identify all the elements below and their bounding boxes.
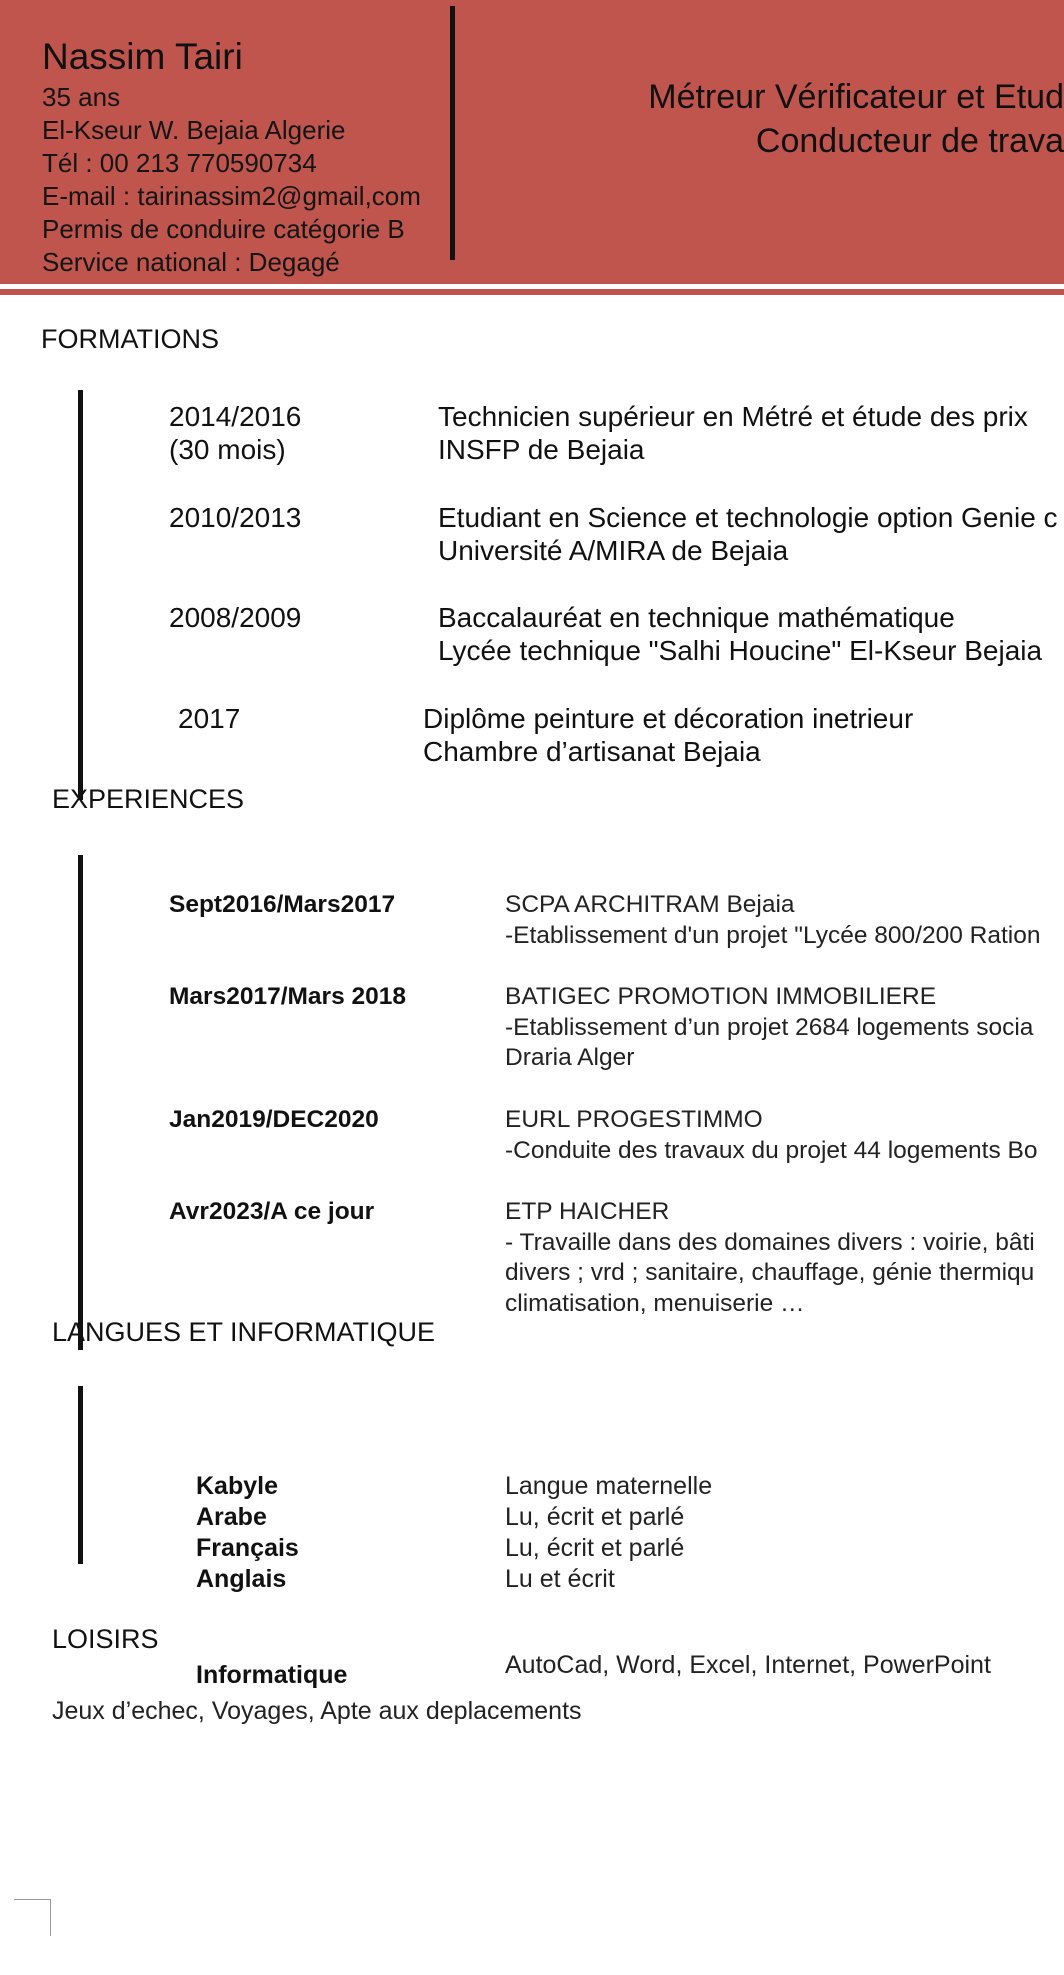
language-name: Anglais (196, 1565, 287, 1593)
experience-date: Avr2023/A ce jour (169, 1198, 375, 1225)
experiences-title: EXPERIENCES (52, 784, 245, 814)
page-corner-mark (14, 1899, 51, 1936)
candidate-name: Nassim Tairi (42, 36, 243, 77)
formation-diploma: Baccalauréat en technique mathématique (438, 602, 955, 633)
language-level: Lu, écrit et parlé (505, 1503, 685, 1531)
loisirs-text: Jeux d’echec, Voyages, Apte aux deplacements (52, 1697, 582, 1725)
formation-school: Chambre d’artisanat Bejaia (423, 736, 761, 767)
formation-year: 2010/2013 (169, 502, 302, 533)
formation-year: 2017 (178, 703, 241, 734)
phone: Tél : 00 213 770590734 (42, 148, 317, 178)
experience-detail: Draria Alger (505, 1044, 635, 1071)
experience-company: BATIGEC PROMOTION IMMOBILIERE (505, 983, 937, 1010)
formation-school: Lycée technique "Salhi Houcine" El-Kseur Bejaia (438, 635, 1043, 666)
language-level: Lu, écrit et parlé (505, 1534, 685, 1562)
formation-diploma: Diplôme peinture et décoration inetrieur (423, 703, 914, 734)
header-divider (450, 6, 455, 260)
experience-date: Jan2019/DEC2020 (169, 1106, 379, 1133)
age: 35 ans (42, 82, 121, 112)
language-name: Français (196, 1534, 299, 1562)
experience-company: SCPA ARCHITRAM Bejaia (505, 891, 795, 918)
experience-detail: divers ; vrd ; sanitaire, chauffage, génie thermiqu (505, 1259, 1035, 1286)
formation-year: 2014/2016 (169, 401, 302, 432)
experience-company: ETP HAICHER (505, 1198, 670, 1225)
email[interactable]: E-mail : tairinassim2@gmail,com (42, 181, 421, 211)
experience-detail: -Etablissement d'un projet "Lycée 800/200 Ration (505, 922, 1041, 949)
formation-school: INSFP de Bejaia (438, 434, 645, 465)
experience-date: Sept2016/Mars2017 (169, 891, 396, 918)
formation-school: Université A/MIRA de Bejaia (438, 535, 789, 566)
language-level: Lu et écrit (505, 1565, 615, 1593)
experiences-bar (78, 855, 83, 1350)
languages-title: LANGUES ET INFORMATIQUE (52, 1317, 436, 1347)
experience-detail: climatisation, menuiserie … (505, 1290, 805, 1317)
driving-license: Permis de conduire catégorie B (42, 214, 405, 244)
formation-diploma: Etudiant en Science et technologie option Genie c (438, 502, 1058, 533)
formation-year: 2008/2009 (169, 602, 302, 633)
address: El-Kseur W. Bejaia Algerie (42, 115, 346, 145)
formations-bar (78, 390, 83, 800)
language-level: Langue maternelle (505, 1472, 713, 1500)
languages-bar (78, 1386, 83, 1564)
national-service: Service national : Degagé (42, 247, 340, 277)
formation-diploma: Technicien supérieur en Métré et étude des prix (438, 401, 1028, 432)
formation-duration: (30 mois) (169, 434, 286, 465)
informatique-value: AutoCad, Word, Excel, Internet, PowerPoint (505, 1651, 991, 1679)
experience-company: EURL PROGESTIMMO (505, 1106, 763, 1133)
formations-title: FORMATIONS (41, 324, 219, 354)
job-title-line1: Métreur Vérificateur et Etud (648, 78, 1064, 116)
informatique-label: Informatique (196, 1661, 348, 1689)
experience-detail: -Etablissement d’un projet 2684 logements socia (505, 1014, 1034, 1041)
language-name: Kabyle (196, 1472, 278, 1500)
job-title-line2: Conducteur de trava (755, 122, 1064, 160)
experience-detail: -Conduite des travaux du projet 44 logements Bo (505, 1137, 1038, 1164)
header-underline (0, 289, 1064, 295)
experience-date: Mars2017/Mars 2018 (169, 983, 407, 1010)
experience-detail: - Travaille dans des domaines divers : voirie, bâti (505, 1229, 1035, 1256)
loisirs-title: LOISIRS (52, 1624, 159, 1654)
language-name: Arabe (196, 1503, 267, 1531)
